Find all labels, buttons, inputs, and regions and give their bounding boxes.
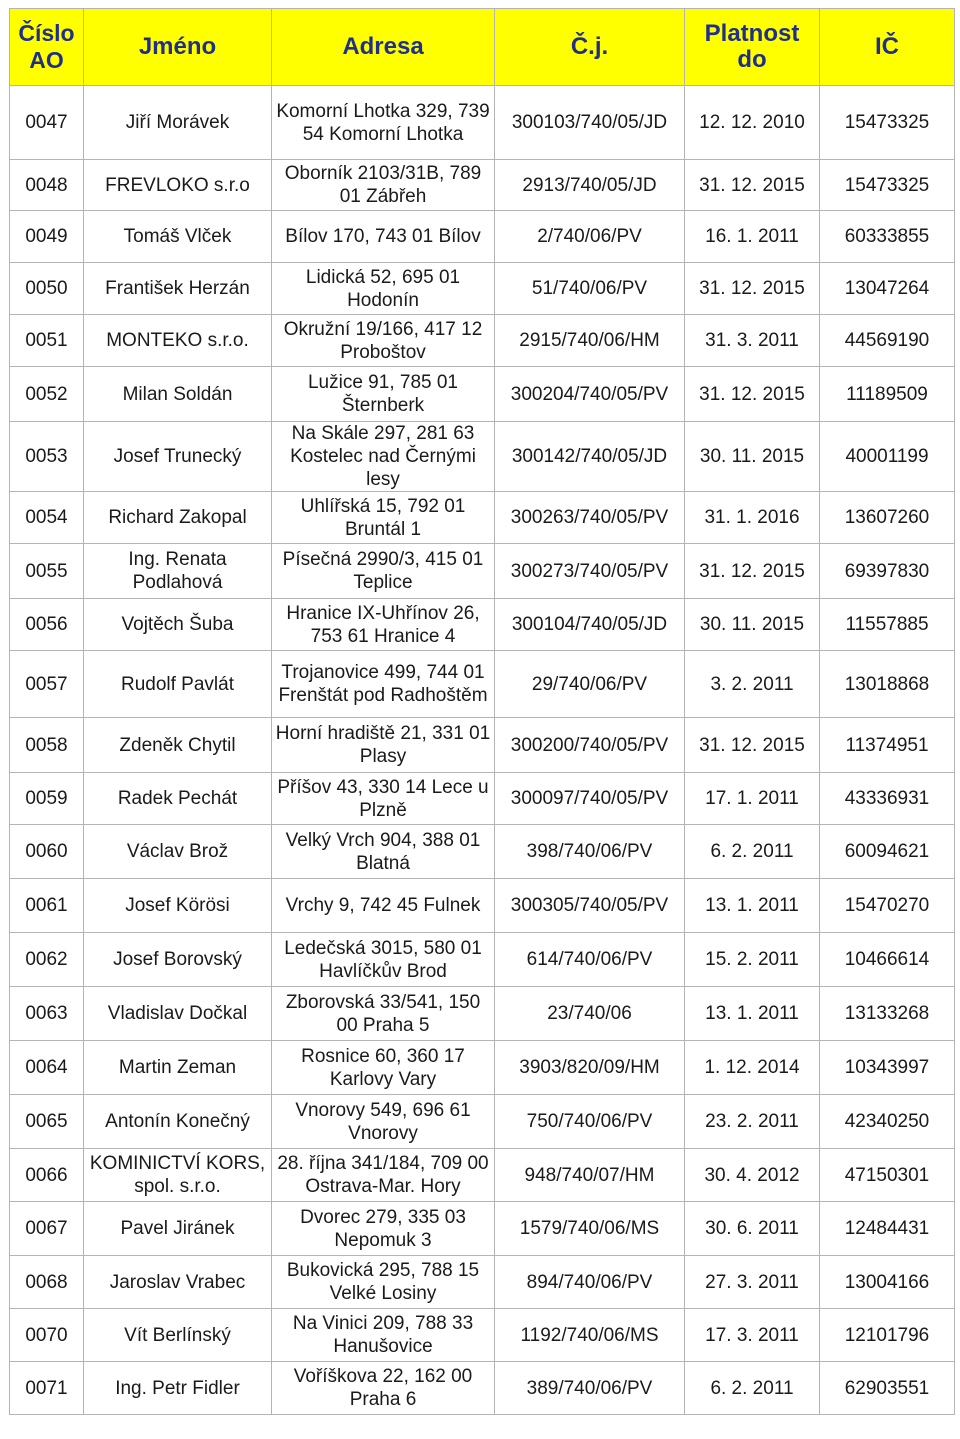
cell-address: Lužice 91, 785 01 Šternberk [272, 367, 495, 422]
cell-valid-until: 30. 6. 2011 [685, 1202, 820, 1256]
cell-ic: 43336931 [820, 773, 955, 825]
cell-reference-number: 300104/740/05/JD [495, 599, 685, 651]
cell-address: Trojanovice 499, 744 01 Frenštát pod Radhoštěm [272, 651, 495, 718]
cell-reference-number: 300273/740/05/PV [495, 544, 685, 599]
cell-ao-number: 0059 [10, 773, 84, 825]
cell-name: MONTEKO s.r.o. [84, 315, 272, 367]
cell-reference-number: 948/740/07/HM [495, 1149, 685, 1202]
cell-address: Vnorovy 549, 696 61 Vnorovy [272, 1095, 495, 1149]
cell-reference-number: 300204/740/05/PV [495, 367, 685, 422]
cell-reference-number: 300200/740/05/PV [495, 718, 685, 773]
header-row [10, 9, 955, 86]
table-row [10, 773, 955, 825]
cell-valid-until: 31. 1. 2016 [685, 492, 820, 544]
cell-reference-number: 23/740/06 [495, 987, 685, 1041]
cell-ao-number: 0052 [10, 367, 84, 422]
table-row [10, 987, 955, 1041]
header-ao-number: Číslo AO [10, 9, 84, 86]
cell-reference-number: 2/740/06/PV [495, 211, 685, 263]
cell-valid-until: 17. 3. 2011 [685, 1309, 820, 1362]
cell-ao-number: 0065 [10, 1095, 84, 1149]
cell-ic: 10343997 [820, 1041, 955, 1095]
cell-reference-number: 389/740/06/PV [495, 1362, 685, 1415]
header-reference-number: Č.j. [495, 9, 685, 86]
table-row [10, 1202, 955, 1256]
cell-ic: 12101796 [820, 1309, 955, 1362]
cell-reference-number: 1192/740/06/MS [495, 1309, 685, 1362]
cell-ao-number: 0047 [10, 86, 84, 160]
table-row [10, 879, 955, 933]
cell-ao-number: 0071 [10, 1362, 84, 1415]
cell-address: Zborovská 33/541, 150 00 Praha 5 [272, 987, 495, 1041]
cell-name: Ing. Petr Fidler [84, 1362, 272, 1415]
cell-reference-number: 300097/740/05/PV [495, 773, 685, 825]
table-row [10, 825, 955, 879]
cell-ao-number: 0051 [10, 315, 84, 367]
registry-table [9, 8, 955, 1415]
table-row [10, 1095, 955, 1149]
cell-reference-number: 1579/740/06/MS [495, 1202, 685, 1256]
cell-ao-number: 0056 [10, 599, 84, 651]
cell-name: Pavel Jiránek [84, 1202, 272, 1256]
cell-ic: 69397830 [820, 544, 955, 599]
cell-valid-until: 12. 12. 2010 [685, 86, 820, 160]
cell-name: Antonín Konečný [84, 1095, 272, 1149]
table-row [10, 86, 955, 160]
header-name: Jméno [84, 9, 272, 86]
cell-reference-number: 3903/820/09/HM [495, 1041, 685, 1095]
cell-name: Jaroslav Vrabec [84, 1256, 272, 1309]
cell-name: Václav Brož [84, 825, 272, 879]
cell-address: Hranice IX-Uhřínov 26, 753 61 Hranice 4 [272, 599, 495, 651]
cell-name: Jiří Morávek [84, 86, 272, 160]
cell-address: Bukovická 295, 788 15 Velké Losiny [272, 1256, 495, 1309]
header-address: Adresa [272, 9, 495, 86]
cell-ao-number: 0055 [10, 544, 84, 599]
cell-ic: 13607260 [820, 492, 955, 544]
cell-ao-number: 0058 [10, 718, 84, 773]
cell-valid-until: 13. 1. 2011 [685, 879, 820, 933]
cell-address: Na Vinici 209, 788 33 Hanušovice [272, 1309, 495, 1362]
cell-address: Okružní 19/166, 417 12 Proboštov [272, 315, 495, 367]
cell-reference-number: 750/740/06/PV [495, 1095, 685, 1149]
table-row [10, 315, 955, 367]
cell-reference-number: 29/740/06/PV [495, 651, 685, 718]
cell-ic: 42340250 [820, 1095, 955, 1149]
cell-ao-number: 0054 [10, 492, 84, 544]
cell-name: KOMINICTVÍ KORS, spol. s.r.o. [84, 1149, 272, 1202]
cell-address: Písečná 2990/3, 415 01 Teplice [272, 544, 495, 599]
cell-ic: 11189509 [820, 367, 955, 422]
cell-ic: 44569190 [820, 315, 955, 367]
cell-ao-number: 0060 [10, 825, 84, 879]
cell-ic: 11557885 [820, 599, 955, 651]
cell-ic: 10466614 [820, 933, 955, 987]
cell-valid-until: 31. 3. 2011 [685, 315, 820, 367]
cell-address: Vrchy 9, 742 45 Fulnek [272, 879, 495, 933]
cell-reference-number: 614/740/06/PV [495, 933, 685, 987]
cell-ao-number: 0062 [10, 933, 84, 987]
table-row [10, 1256, 955, 1309]
cell-address: Lidická 52, 695 01 Hodonín [272, 263, 495, 315]
cell-ao-number: 0057 [10, 651, 84, 718]
table-row [10, 599, 955, 651]
cell-address: Na Skále 297, 281 63 Kostelec nad Černými lesy [272, 422, 495, 492]
cell-address: Komorní Lhotka 329, 739 54 Komorní Lhotka [272, 86, 495, 160]
cell-name: Milan Soldán [84, 367, 272, 422]
cell-valid-until: 31. 12. 2015 [685, 160, 820, 211]
cell-ic: 12484431 [820, 1202, 955, 1256]
table-row [10, 1309, 955, 1362]
table-row [10, 160, 955, 211]
cell-ic: 13018868 [820, 651, 955, 718]
cell-name: Rudolf Pavlát [84, 651, 272, 718]
table-row [10, 367, 955, 422]
cell-ao-number: 0066 [10, 1149, 84, 1202]
cell-ao-number: 0053 [10, 422, 84, 492]
cell-ic: 47150301 [820, 1149, 955, 1202]
cell-address: Dvorec 279, 335 03 Nepomuk 3 [272, 1202, 495, 1256]
cell-valid-until: 27. 3. 2011 [685, 1256, 820, 1309]
cell-valid-until: 6. 2. 2011 [685, 825, 820, 879]
cell-valid-until: 3. 2. 2011 [685, 651, 820, 718]
header-valid-until: Platnost do [685, 9, 820, 86]
cell-address: Oborník 2103/31B, 789 01 Zábřeh [272, 160, 495, 211]
cell-ao-number: 0061 [10, 879, 84, 933]
cell-ao-number: 0068 [10, 1256, 84, 1309]
cell-valid-until: 15. 2. 2011 [685, 933, 820, 987]
table-row [10, 422, 955, 492]
table-row [10, 933, 955, 987]
table-row [10, 1362, 955, 1415]
cell-name: František Herzán [84, 263, 272, 315]
cell-name: Josef Borovský [84, 933, 272, 987]
cell-reference-number: 51/740/06/PV [495, 263, 685, 315]
cell-ic: 15473325 [820, 160, 955, 211]
cell-address: Velký Vrch 904, 388 01 Blatná [272, 825, 495, 879]
cell-address: Uhlířská 15, 792 01 Bruntál 1 [272, 492, 495, 544]
cell-reference-number: 2913/740/05/JD [495, 160, 685, 211]
cell-reference-number: 300142/740/05/JD [495, 422, 685, 492]
table-row [10, 1149, 955, 1202]
cell-valid-until: 16. 1. 2011 [685, 211, 820, 263]
cell-ao-number: 0048 [10, 160, 84, 211]
cell-valid-until: 31. 12. 2015 [685, 544, 820, 599]
cell-name: Richard Zakopal [84, 492, 272, 544]
cell-valid-until: 31. 12. 2015 [685, 263, 820, 315]
cell-ao-number: 0067 [10, 1202, 84, 1256]
cell-valid-until: 6. 2. 2011 [685, 1362, 820, 1415]
cell-name: Josef Trunecký [84, 422, 272, 492]
cell-ic: 13133268 [820, 987, 955, 1041]
cell-valid-until: 30. 4. 2012 [685, 1149, 820, 1202]
cell-name: Josef Körösi [84, 879, 272, 933]
cell-address: Ledečská 3015, 580 01 Havlíčkův Brod [272, 933, 495, 987]
cell-name: Martin Zeman [84, 1041, 272, 1095]
cell-address: Bílov 170, 743 01 Bílov [272, 211, 495, 263]
header-ic: IČ [820, 9, 955, 86]
cell-name: FREVLOKO s.r.o [84, 160, 272, 211]
table-row [10, 1041, 955, 1095]
cell-ic: 15470270 [820, 879, 955, 933]
cell-ic: 60094621 [820, 825, 955, 879]
cell-address: Příšov 43, 330 14 Lece u Plzně [272, 773, 495, 825]
table-row [10, 492, 955, 544]
cell-address: Voříškova 22, 162 00 Praha 6 [272, 1362, 495, 1415]
cell-ic: 11374951 [820, 718, 955, 773]
table-row [10, 263, 955, 315]
table-row [10, 718, 955, 773]
cell-name: Zdeněk Chytil [84, 718, 272, 773]
cell-valid-until: 31. 12. 2015 [685, 367, 820, 422]
cell-name: Radek Pechát [84, 773, 272, 825]
cell-name: Vojtěch Šuba [84, 599, 272, 651]
cell-ao-number: 0049 [10, 211, 84, 263]
cell-ao-number: 0064 [10, 1041, 84, 1095]
cell-valid-until: 1. 12. 2014 [685, 1041, 820, 1095]
cell-ic: 15473325 [820, 86, 955, 160]
cell-reference-number: 300305/740/05/PV [495, 879, 685, 933]
cell-reference-number: 894/740/06/PV [495, 1256, 685, 1309]
cell-valid-until: 30. 11. 2015 [685, 599, 820, 651]
cell-ic: 62903551 [820, 1362, 955, 1415]
cell-ic: 40001199 [820, 422, 955, 492]
cell-valid-until: 31. 12. 2015 [685, 718, 820, 773]
cell-name: Vladislav Dočkal [84, 987, 272, 1041]
cell-address: 28. října 341/184, 709 00 Ostrava-Mar. Hory [272, 1149, 495, 1202]
cell-ic: 13047264 [820, 263, 955, 315]
cell-reference-number: 2915/740/06/HM [495, 315, 685, 367]
table-row [10, 544, 955, 599]
cell-address: Rosnice 60, 360 17 Karlovy Vary [272, 1041, 495, 1095]
cell-ao-number: 0063 [10, 987, 84, 1041]
cell-valid-until: 13. 1. 2011 [685, 987, 820, 1041]
cell-name: Vít Berlínský [84, 1309, 272, 1362]
cell-ic: 13004166 [820, 1256, 955, 1309]
cell-name: Tomáš Vlček [84, 211, 272, 263]
cell-ic: 60333855 [820, 211, 955, 263]
table-row [10, 211, 955, 263]
cell-valid-until: 30. 11. 2015 [685, 422, 820, 492]
cell-reference-number: 300103/740/05/JD [495, 86, 685, 160]
cell-valid-until: 23. 2. 2011 [685, 1095, 820, 1149]
cell-valid-until: 17. 1. 2011 [685, 773, 820, 825]
cell-name: Ing. Renata Podlahová [84, 544, 272, 599]
cell-reference-number: 300263/740/05/PV [495, 492, 685, 544]
cell-ao-number: 0050 [10, 263, 84, 315]
cell-address: Horní hradiště 21, 331 01 Plasy [272, 718, 495, 773]
cell-ao-number: 0070 [10, 1309, 84, 1362]
table-row [10, 651, 955, 718]
cell-reference-number: 398/740/06/PV [495, 825, 685, 879]
